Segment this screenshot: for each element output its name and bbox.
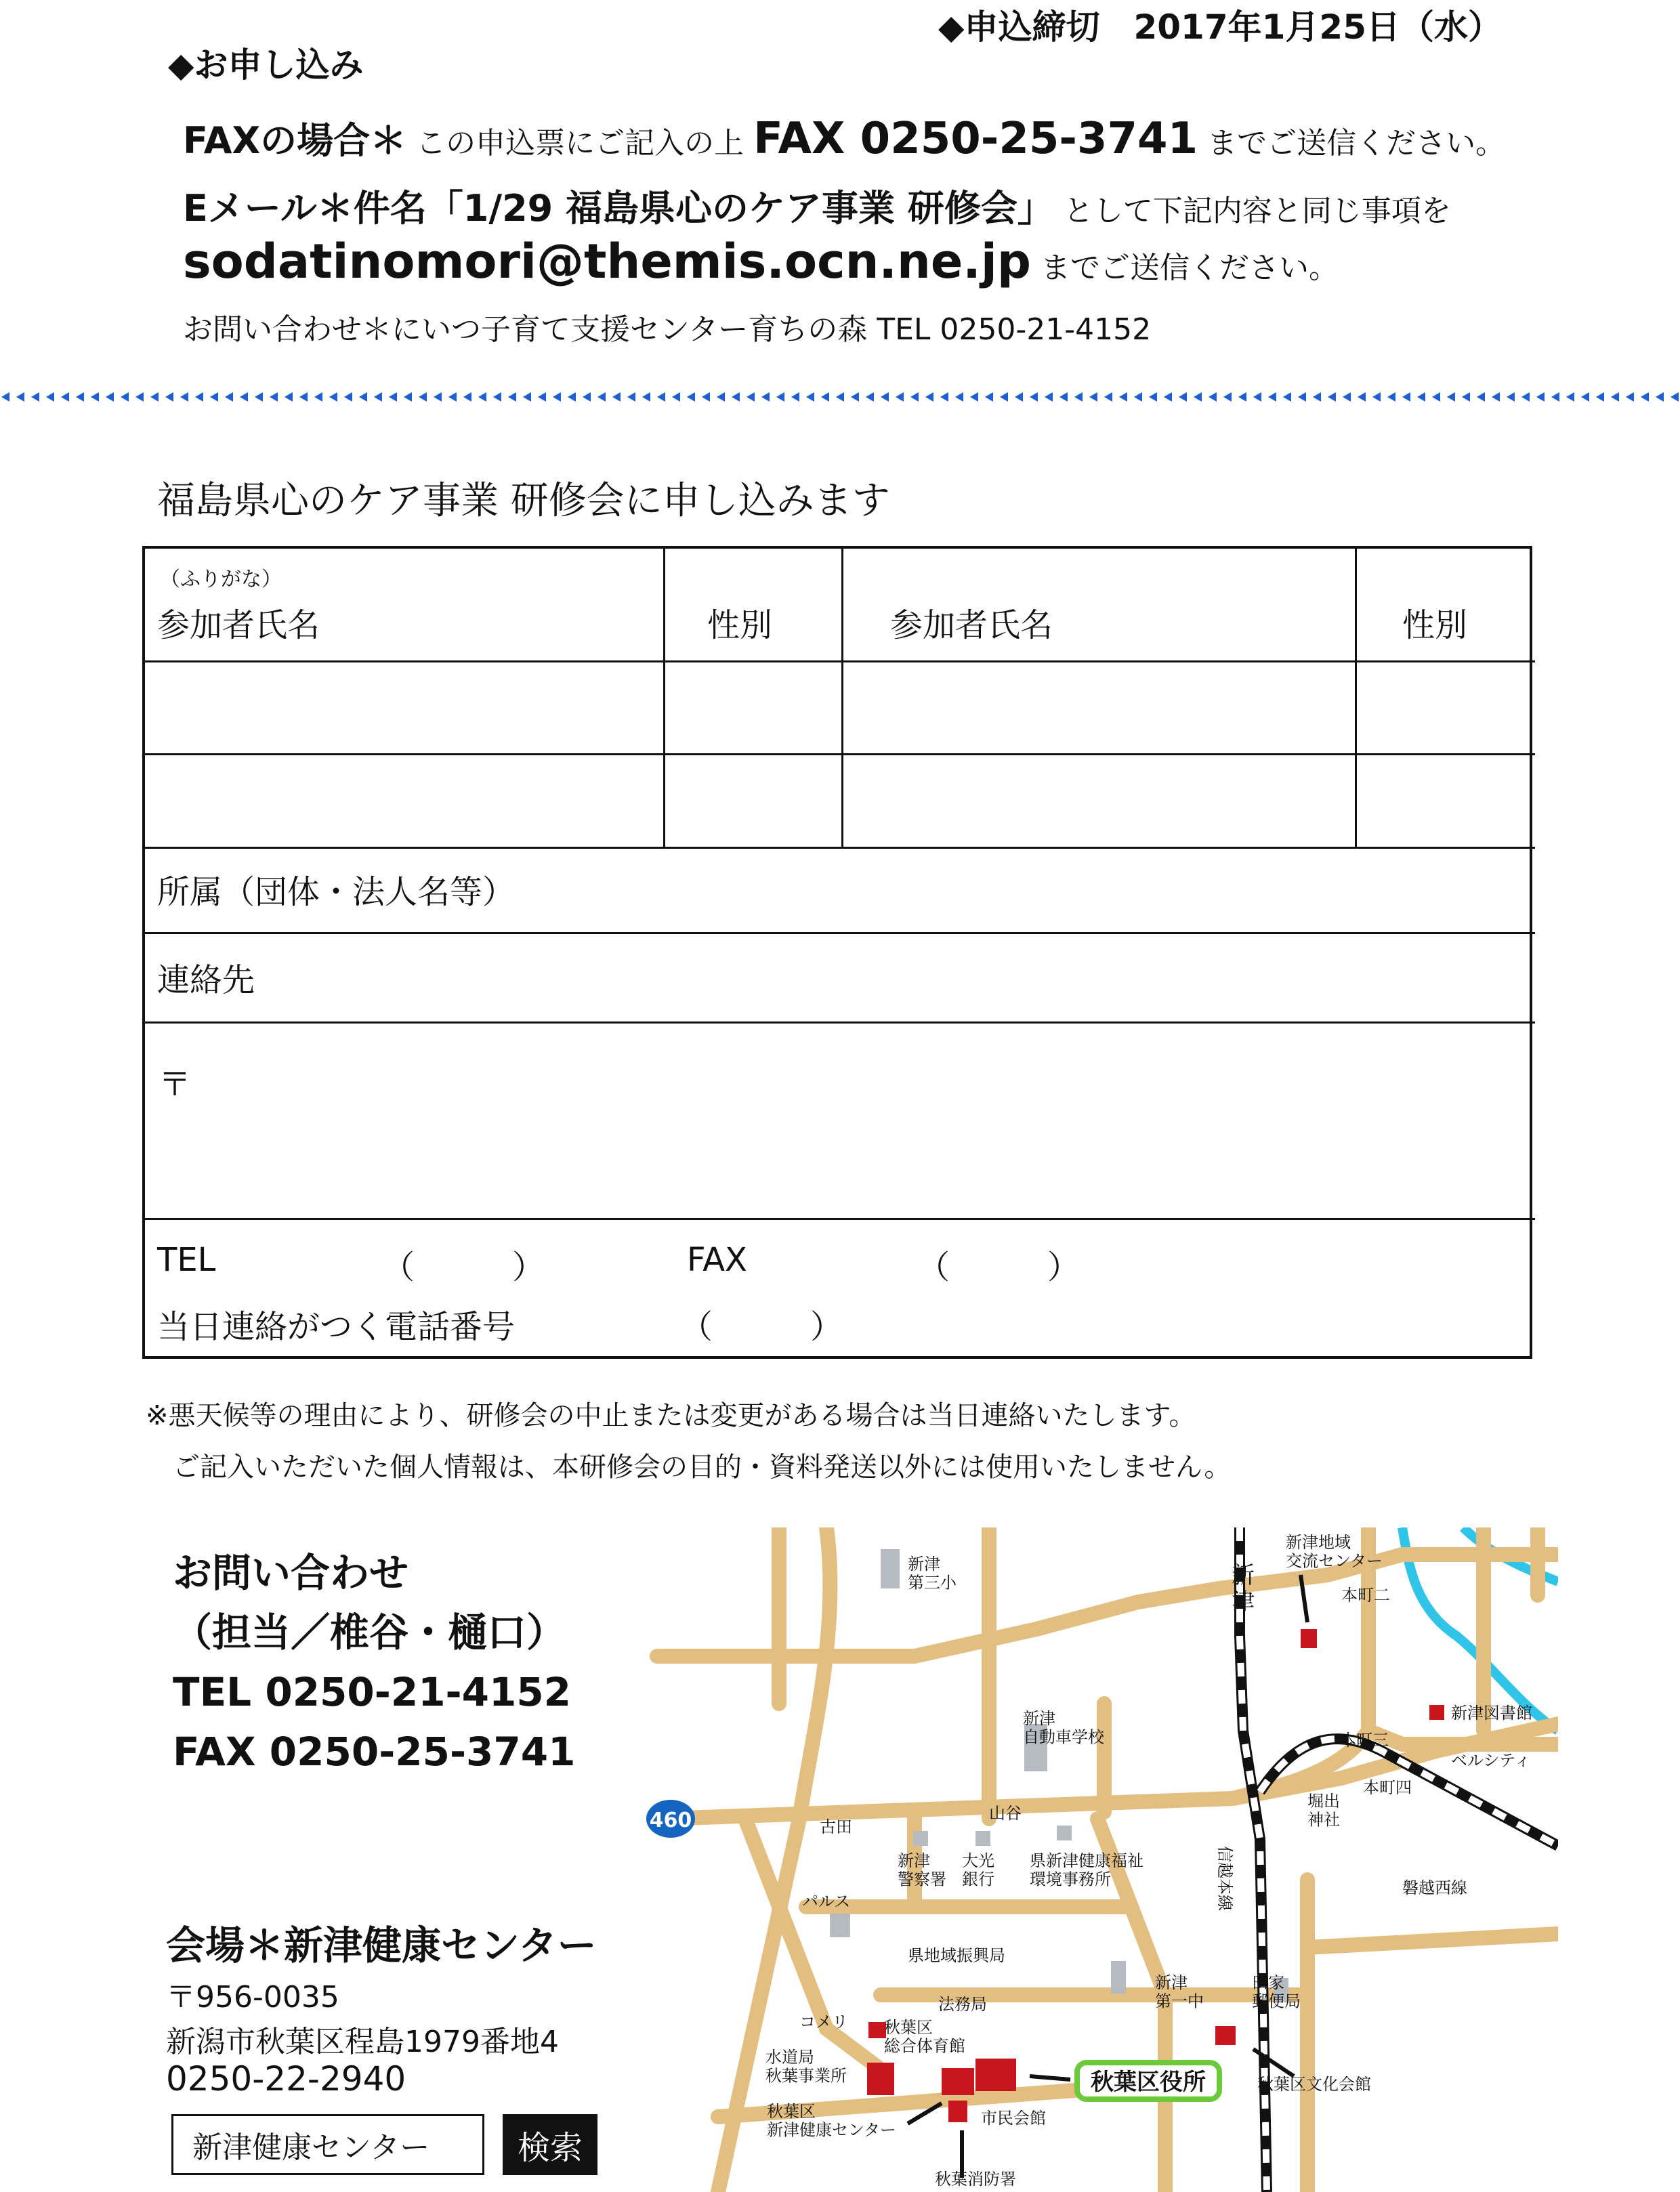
map-label-shrine: 堀出神社 [1307,1792,1340,1830]
map-label-police: 新津警察署 [898,1851,946,1889]
gender-header-2: 性別 [1402,606,1468,644]
map-label-center: 新津地域交流センター [1286,1533,1383,1571]
deadline: ◆申込締切 2017年1月25日（水） [938,7,1502,47]
map-label-chu1: 新津第一中 [1155,1973,1204,2011]
notes [146,1390,1231,1493]
divider [145,1021,1535,1024]
fax-number: FAX 0250-25-3741 [753,114,1198,164]
affiliation-label: 所属（団体・法人名等） [157,873,516,911]
map-label-culture: 秋葉区文化会館 [1257,2075,1371,2094]
fax-label: FAXの場合＊ [183,119,407,162]
search-button[interactable]: 検索 [503,2114,597,2175]
map-label-driving: 新津自動車学校 [1023,1709,1104,1747]
email-address-row [183,234,1339,289]
contact-tel: TEL 0250-21-4152 [173,1669,572,1715]
map-label-yamaya: 山谷 [989,1804,1022,1823]
tel-label: TEL [157,1241,216,1279]
note-line-1: ※悪天候等の理由により、研修会の中止または変更がある場合は当日連絡いたします。 [146,1400,1196,1431]
map-label-gym: 秋葉区総合体育館 [884,2018,965,2056]
map-label-kenchiiki: 県地域振興局 [908,1946,1005,1965]
divider [145,847,1535,849]
email-text: として下記内容と同じ事項を [1063,194,1451,228]
fax-instructions [183,112,1505,164]
name-header-2: 参加者氏名 [890,606,1053,644]
venue-phone: 0250-22-2940 [166,2059,406,2099]
map-label-fire: 秋葉消防署 [935,2170,1016,2189]
map-label-tagoya: 田家郵便局 [1252,1973,1301,2011]
contact-box [173,1543,575,1782]
email-instructions [183,180,1451,232]
map-label-bellcity: ベルシティ [1451,1751,1531,1770]
inquiry-line: お問い合わせ＊にいつ子育て支援センター育ちの森 TEL 0250-21-4152 [183,312,1152,347]
map-label-shinetsu: 信越本線 [1215,1846,1234,1911]
divider [145,1218,1535,1220]
day-phone-area-code: （ ） [680,1308,843,1346]
day-phone-label: 当日連絡がつく電話番号 [157,1308,516,1346]
map-label-honcho3: 本町三 [1340,1731,1389,1750]
map-label-honcho2: 本町二 [1341,1586,1390,1605]
route-460-label: 460 [649,1809,692,1832]
divider [145,932,1535,934]
map-label-waterworks: 水道局秋葉事業所 [765,2048,847,2086]
fax-text-2: までご送信ください。 [1207,126,1506,161]
search-input[interactable]: 新津健康センター [171,2114,484,2175]
map-label-honcho4: 本町四 [1363,1778,1412,1797]
contact-person: （担当／椎谷・樋口） [173,1609,566,1656]
name-header: 参加者氏名 [157,606,320,644]
divider [145,753,1535,755]
contact-fax: FAX 0250-25-3741 [173,1729,576,1775]
divider [1355,549,1357,849]
fax-area-code: （ ） [917,1248,1080,1286]
contact-label: 連絡先 [157,961,255,999]
email-label: Eメール＊件名「1/29 福島県心のケア事業 研修会」 [183,187,1054,230]
venue-address: 新潟市秋葉区程島1979番地4 [166,2025,559,2059]
ward-office-label: 秋葉区役所 [1091,2069,1206,2096]
map-label-station: 新津 [1232,1562,1255,1616]
venue-postal: 〒956-0035 [166,1980,339,2015]
contact-title: お問い合わせ [173,1550,409,1596]
form-title: 福島県心のケア事業 研修会に申し込みます [157,479,890,523]
venue-map [623,1527,1558,2192]
map-label-school3: 新津第三小 [908,1555,957,1593]
gender-header: 性別 [707,606,773,644]
map-label-welfare: 県新津健康福祉環境事務所 [1030,1851,1143,1889]
map-label-banetsu: 磐越西線 [1402,1878,1467,1897]
map-label-civic: 市民会館 [981,2109,1046,2128]
email-address[interactable]: sodatinomori@themis.ocn.ne.jp [183,234,1032,289]
map-label-pals: パルス [802,1892,851,1911]
map-label-bank: 大光銀行 [962,1851,994,1889]
tel-area-code: （ ） [382,1248,545,1286]
map-label-komeri: コメリ [799,2012,848,2031]
map-label-furuta: 古田 [820,1817,852,1836]
email-text-2: までご送信ください。 [1041,251,1339,285]
fax-label: FAX [687,1241,747,1279]
divider [145,660,1535,662]
furigana-label: （ふりがな） [160,568,282,591]
section-title: ◆お申し込み [168,45,364,85]
postal-mark: 〒 [159,1066,192,1103]
dashed-divider [0,389,1680,405]
application-form [142,546,1532,1359]
fax-text: この申込票にご記入の上 [416,126,744,161]
divider [841,549,843,849]
map-label-library: 新津図書館 [1451,1704,1532,1723]
divider [663,549,665,849]
note-line-2: ご記入いただいた個人情報は、本研修会の目的・資料発送以外には使用いたしません。 [146,1452,1232,1483]
map-label-health: 秋葉区新津健康センター [767,2102,897,2140]
map-label-homu: 法務局 [938,1995,987,2014]
venue-title: 会場＊新津健康センター [166,1922,597,1968]
